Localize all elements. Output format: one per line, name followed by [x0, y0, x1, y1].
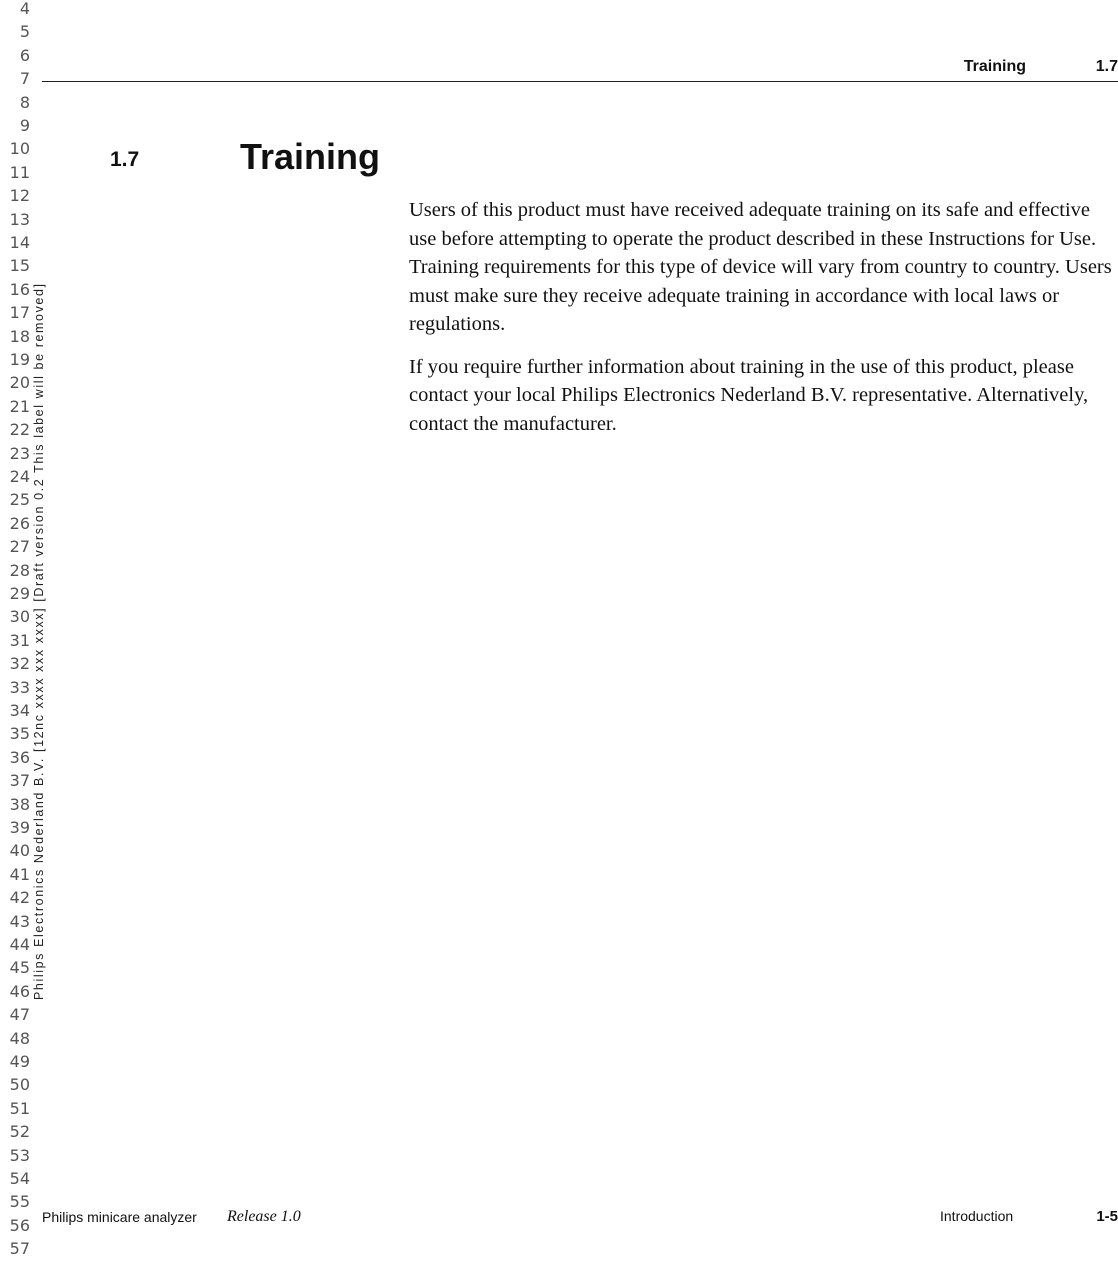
line-number: 52 — [9, 1122, 30, 1142]
paragraph-further-information: If you require further information about training in the use of this product, please contact your local Philips Electronics Nederland B.V. representative. Alternatively, contact the manufacturer. — [409, 355, 1089, 435]
line-number: 32 — [9, 654, 30, 674]
line-number: 22 — [9, 420, 30, 440]
line-number: 18 — [9, 326, 30, 346]
line-number: 12 — [9, 186, 30, 206]
line-number: 38 — [9, 794, 30, 814]
draft-side-label: Philips Electronics Nederland B.V. [12nc xxxx xxx xxxx] [Draft version 0.2 This label will be removed] — [32, 282, 46, 1000]
line-number: 39 — [9, 818, 30, 837]
line-number: 19 — [9, 350, 30, 369]
line-number: 37 — [9, 771, 30, 791]
line-number: 48 — [9, 1028, 30, 1048]
section-title: Training — [240, 136, 381, 177]
header-title: Training — [963, 58, 1026, 75]
line-number: 7 — [19, 69, 30, 89]
line-number: 16 — [9, 279, 30, 299]
line-number: 23 — [9, 443, 30, 463]
line-number: 6 — [19, 45, 30, 65]
line-number: 5 — [19, 22, 30, 42]
line-number: 46 — [9, 981, 30, 1001]
line-number: 57 — [9, 1239, 30, 1259]
line-number: 41 — [9, 864, 30, 884]
line-number: 29 — [9, 584, 30, 603]
line-number: 10 — [9, 139, 30, 159]
line-number: 51 — [9, 1098, 30, 1118]
line-number: 42 — [9, 888, 30, 908]
line-number: 21 — [9, 396, 30, 416]
line-number: 8 — [19, 92, 30, 112]
line-number: 33 — [9, 677, 30, 697]
line-number: 17 — [9, 303, 30, 323]
line-number: 56 — [9, 1215, 30, 1235]
running-header — [42, 56, 1118, 82]
section-body — [409, 196, 1114, 452]
line-number: 54 — [9, 1169, 30, 1188]
line-number: 43 — [9, 911, 30, 931]
line-number: 9 — [19, 116, 30, 135]
footer-release: Release 1.0 — [227, 1208, 301, 1225]
line-number: 11 — [9, 162, 30, 182]
line-number: 55 — [9, 1192, 30, 1212]
line-number: 25 — [9, 490, 30, 510]
line-number: 27 — [9, 537, 30, 557]
line-number: 49 — [9, 1052, 30, 1071]
line-number: 30 — [9, 607, 30, 627]
line-number: 47 — [9, 1005, 30, 1025]
line-number: 31 — [9, 630, 30, 650]
line-number: 40 — [9, 841, 30, 861]
section-number: 1.7 — [110, 148, 140, 171]
line-number: 20 — [9, 373, 30, 393]
line-number: 45 — [9, 958, 30, 978]
line-number: 26 — [9, 513, 30, 533]
line-number: 34 — [9, 701, 30, 720]
line-number: 15 — [9, 256, 30, 276]
line-number: 36 — [9, 747, 30, 767]
paragraph-training-requirements: Users of this product must have received adequate training on its safe and effective use before attempting to operate the product described in these Instructions for Use. Training requirements for this type of device will vary from country to country. Users must make sure they receive adequate training in accordance with local laws or regulations. — [409, 199, 1112, 335]
footer-page-number: 1-5 — [1096, 1208, 1118, 1225]
line-number: 4 — [19, 0, 30, 18]
footer-product-name: Philips minicare analyzer — [42, 1209, 197, 1225]
line-number: 13 — [9, 209, 30, 229]
line-number: 44 — [9, 935, 30, 954]
line-number: 53 — [9, 1145, 30, 1165]
line-number: 28 — [9, 560, 30, 580]
line-number: 35 — [9, 724, 30, 744]
header-section-number: 1.7 — [1095, 58, 1118, 75]
line-number: 14 — [9, 233, 30, 252]
line-number: 24 — [9, 467, 30, 486]
line-number: 50 — [9, 1075, 30, 1095]
footer-section-name: Introduction — [940, 1208, 1014, 1224]
